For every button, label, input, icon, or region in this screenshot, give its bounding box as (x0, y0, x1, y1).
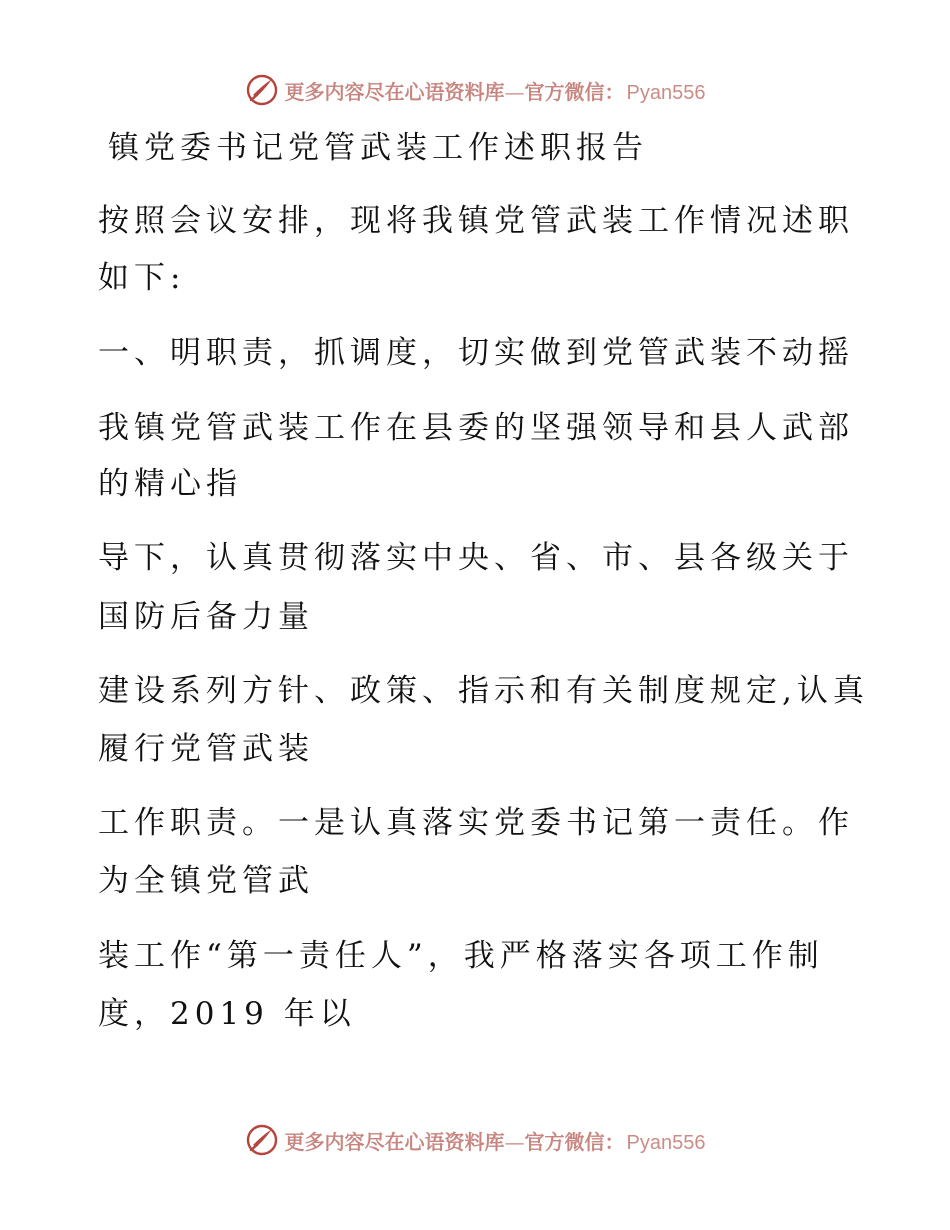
quill-logo-icon (245, 1123, 279, 1157)
header-watermark (0, 70, 950, 110)
paragraph-line: 履行党管武装 (98, 731, 314, 767)
paragraph-line: 按照会议安排，现将我镇党管武装工作情况述职 (98, 203, 854, 239)
section-heading: 一、明职责，抓调度，切实做到党管武装不动摇 (98, 335, 854, 371)
paragraph-line: 装工作“第一责任人”，我严格落实各项工作制 (98, 938, 824, 974)
watermark-wechat-label: 官方微信： (524, 79, 625, 104)
watermark-wechat-label: 官方微信： (524, 1129, 625, 1154)
paragraph-line: 工作职责。一是认真落实党委书记第一责任。作 (98, 805, 854, 841)
paragraph-line: 导下，认真贯彻落实中央、省、市、县各级关于 (98, 540, 854, 576)
paragraph-line: 为全镇党管武 (98, 863, 314, 899)
watermark-separator: — (504, 1129, 525, 1154)
watermark-text (285, 76, 706, 105)
footer-watermark (0, 1120, 950, 1160)
watermark-separator: — (504, 79, 525, 104)
paragraph-line: 国防后备力量 (98, 599, 314, 635)
paragraph-line: 度，2019 年以 (98, 996, 356, 1032)
watermark-slogan: 更多内容尽在心语资料库 (284, 79, 505, 104)
paragraph-line: 的精心指 (98, 466, 242, 502)
paragraph-line: 如下: (98, 260, 186, 296)
watermark-wechat-id: Pyan556 (626, 81, 706, 104)
document-title: 镇党委书记党管武装工作述职报告 (108, 130, 648, 166)
watermark-slogan: 更多内容尽在心语资料库 (284, 1129, 505, 1154)
paragraph-line: 我镇党管武装工作在县委的坚强领导和县人武部 (98, 410, 854, 446)
paragraph-line: 建设系列方针、政策、指示和有关制度规定,认真 (98, 673, 869, 709)
watermark-wechat-id: Pyan556 (626, 1131, 706, 1154)
watermark-text (285, 1126, 706, 1155)
quill-logo-icon (245, 73, 279, 107)
